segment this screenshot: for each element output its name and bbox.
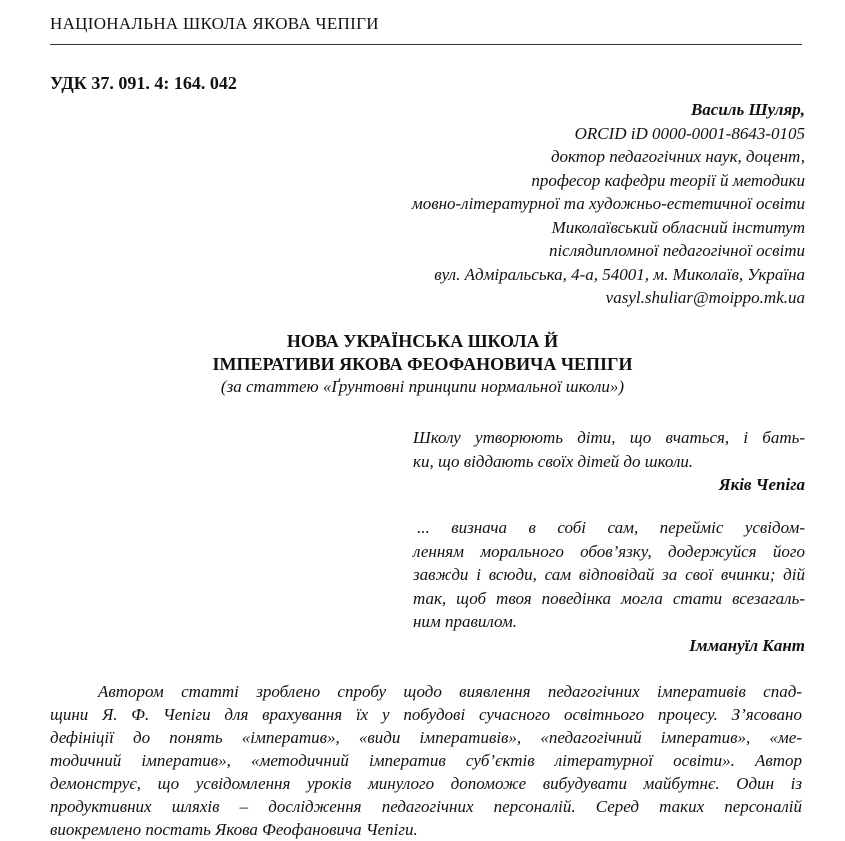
- abstract-line: тодичний імператив», «методичний імператив суб’єктів літературної освіти». Автор: [50, 751, 802, 770]
- article-subtitle: (за статтею «Ґрунтовні принципи нормальної школи»): [220, 377, 625, 396]
- abstract-line: продуктивних шляхів – дослідження педагогічних персоналій. Серед таких персоналій: [50, 797, 802, 816]
- running-head: НАЦІОНАЛЬНА ШКОЛА ЯКОВА ЧЕПІГИ: [50, 14, 379, 33]
- epigraph-line: Школу утворюють діти, що вчаться, і бать-: [413, 428, 805, 447]
- epigraph-line: завжди і всюди, сам відповідай за свої вчинки; дій: [413, 565, 805, 584]
- epigraph-line: ним правилом.: [413, 612, 517, 631]
- epigraph-line: ки, що віддають своїх дітей до школи.: [413, 451, 694, 471]
- author-position-line-1: професор кафедри теорії й методики: [531, 170, 805, 190]
- epigraph-author: Яків Чепіга: [718, 475, 805, 494]
- author-institution-line-1: Миколаївський обласний інститут: [551, 217, 805, 237]
- epigraph-author: Іммануїл Кант: [689, 635, 805, 655]
- abstract-paragraph: [50, 680, 802, 841]
- abstract-line: щини Я. Ф. Чепіги для врахування їх у побудові сучасного освітнього процесу. З’ясовано: [50, 705, 802, 724]
- udk-code: УДК 37. 091. 4: 164. 042: [50, 73, 237, 93]
- author-degree: доктор педагогічних наук, доцент,: [550, 147, 805, 166]
- author-orcid: ORCID iD 0000-0001-8643-0105: [574, 123, 805, 143]
- author-block: [412, 98, 805, 310]
- author-name: Василь Шуляр,: [690, 100, 805, 119]
- abstract-line: дефініції до понять «імператив», «види імперативів», «педагогічний імператив», «ме-: [50, 728, 802, 747]
- author-address: вул. Адміральська, 4-а, 54001, м. Миколаїв, Україна: [434, 264, 805, 284]
- epigraph-line: ... визнача в собі сам, перейміс усвідом-: [417, 518, 805, 537]
- abstract-line: виокремлено постать Якова Феофановича Чепіги.: [50, 820, 418, 839]
- author-position-line-2: мовно-літературної та художньо-естетичної освіти: [411, 194, 805, 213]
- abstract-line: демонструє, що усвідомлення уроків минулого допоможе вибудувати майбутнє. Один із: [50, 774, 802, 793]
- article-title-line-1: НОВА УКРАЇНСЬКА ШКОЛА Й: [286, 331, 559, 351]
- epigraph-kant: [413, 516, 805, 657]
- author-email: vasyl.shuliar@moippo.mk.ua: [605, 288, 805, 307]
- epigraph-line: так, щоб твоя поведінка могла стати всезагаль-: [413, 588, 805, 608]
- header-divider: [50, 44, 802, 45]
- epigraph-chepiga: [413, 426, 805, 497]
- article-title-line-2: ІМПЕРАТИВИ ЯКОВА ФЕОФАНОВИЧА ЧЕПІГИ: [212, 354, 633, 374]
- epigraph-line: ленням морального обов’язку, додержуйся його: [413, 541, 805, 561]
- article-title-block: [0, 330, 845, 398]
- abstract-line: Автором статті зроблено спробу щодо виявлення педагогічних імперативів спад-: [98, 682, 802, 701]
- author-institution-line-2: післядипломної педагогічної освіти: [548, 241, 805, 260]
